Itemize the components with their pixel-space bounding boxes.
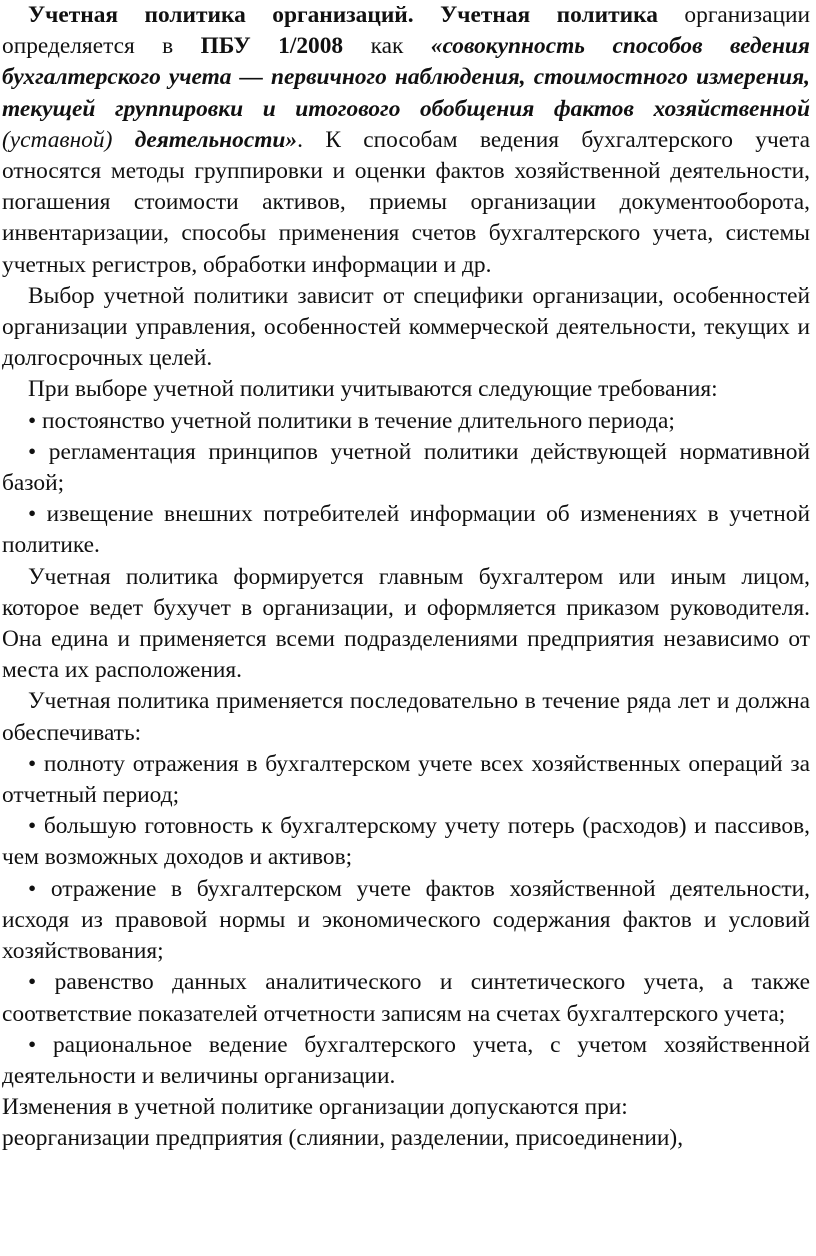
term-bold: Учетная политика xyxy=(440,2,658,28)
paragraph-reorganization: реорганизации предприятия (слиянии, разделении, присоединении), xyxy=(2,1125,684,1152)
paragraph-choice: Выбор учетной политики зависит от специфики организации, особенностей организации управления, особенностей коммерческой деятельности, текущих и долгосрочных целей. xyxy=(2,282,810,372)
paragraph-changes: Изменения в учетной политике организации допускаются при: xyxy=(2,1094,628,1121)
text-fragment: как xyxy=(370,33,404,60)
paragraph-consistency: Учетная политика применяется последовательно в течение ряда лет и должна обеспечивать: xyxy=(2,688,810,746)
paragraph-definition xyxy=(2,0,810,281)
list-item: • постоянство учетной политики в течение длительного периода; xyxy=(28,407,675,434)
list-item: • отражение в бухгалтерском учете фактов хозяйственной деятельности, исходя из правовой нормы и экономического содержания фактов и условий хозяйствования; xyxy=(2,875,810,965)
list-item: • извещение внешних потребителей информации об изменениях в учетной политике. xyxy=(2,501,810,559)
text-fragment: организации определяется в xyxy=(2,2,810,60)
list-item: • равенство данных аналитического и синтетического учета, а также соответствие показателей отчетности записям на счетах бухгалтерского учета; xyxy=(2,969,810,1027)
list-item: • большую готовность к бухгалтерскому учету потерь (расходов) и пассивов, чем возможных доходов и активов; xyxy=(2,813,810,871)
definition-quote: «совокупность способов ведения бухгалтерского учета — первичного наблюдения, стоимостного измерения, текущей группировки и итогового обобщения фактов хозяйственной xyxy=(2,33,810,122)
text-fragment: . К способам ведения бухгалтерского учета относятся методы группировки и оценки фактов хозяйственной деятельности, погашения стоимости активов, приемы организации документооборота, инвентаризации, способы применения счетов бухгалтерского учета, системы учетных регистров, обработки информации и др. xyxy=(2,126,810,278)
term-heading: Учетная политика организаций. xyxy=(28,2,414,28)
pbu-reference: ПБУ 1/2008 xyxy=(200,33,344,60)
definition-parenthetical: (уставной) xyxy=(2,126,113,153)
list-item: • регламентация принципов учетной политики действующей нормативной базой; xyxy=(2,438,810,497)
paragraph-requirements-intro: При выборе учетной политики учитываются следующие требования: xyxy=(28,376,718,403)
list-item: • полноту отражения в бухгалтерском учете всех хозяйственных операций за отчетный период; xyxy=(2,750,810,809)
paragraph-formation: Учетная политика формируется главным бухгалтером или иным лицом, которое ведет бухучет в организации, и оформляется приказом руководителя. Она едина и применяется всеми подразделениями предприятия независимо от места их расположения. xyxy=(2,563,810,684)
definition-quote-end: деятельности» xyxy=(134,126,298,153)
list-item: • рациональное ведение бухгалтерского учета, с учетом хозяйственной деятельности и величины организации. xyxy=(2,1031,810,1089)
